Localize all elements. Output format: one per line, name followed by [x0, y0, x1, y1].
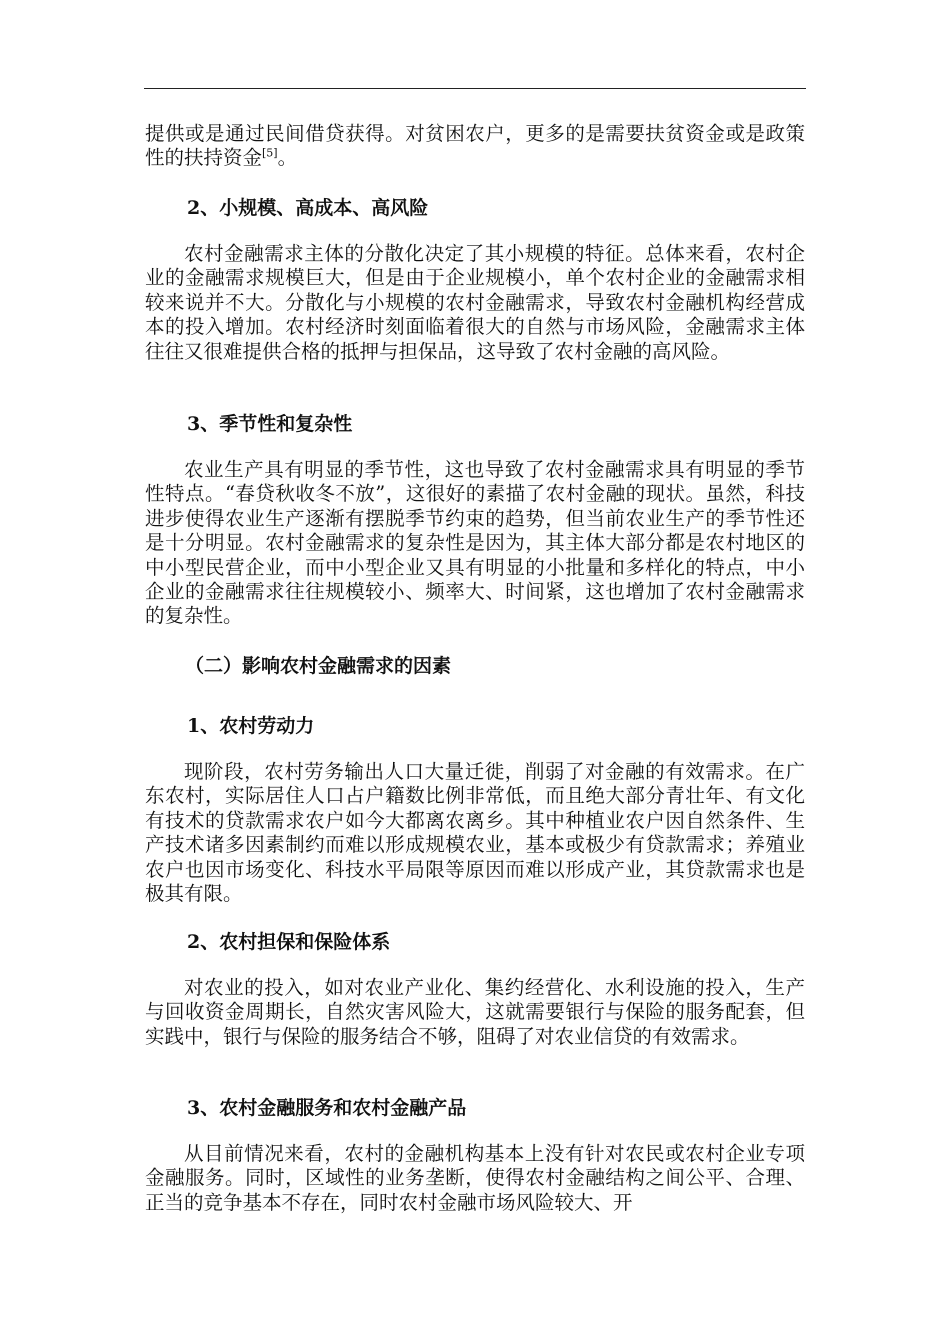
paragraph-end: 。: [277, 146, 298, 170]
header-rule: [144, 88, 806, 89]
section-heading-small-scale: 2、小规模、高成本、高风险: [187, 197, 429, 219]
paragraph-text: 提供或是通过民间借贷获得。对贫困农户，更多的是需要扶贫资金或是政策性的扶持资金: [145, 122, 805, 170]
paragraph-small-scale: 农村金融需求主体的分散化决定了其小规模的特征。总体来看，农村企业的金融需求规模巨大，但是由于企业规模小，单个农村企业的金融需求相较来说并不大。分散化与小规模的农村金融需求，导致农村金融机构经营成本的投入增加。农村经济时刻面临着很大的自然与市场风险，金融需求主体往往又很难提供合格的抵押与担保品，这导致了农村金融的高风险。: [145, 242, 805, 363]
paragraph-continued: [145, 122, 805, 171]
section-heading-guarantee: 2、农村担保和保险体系: [187, 931, 391, 953]
paragraph-seasonal: 农业生产具有明显的季节性，这也导致了农村金融需求具有明显的季节性特点。“春贷秋收冬不放”，这很好的素描了农村金融的现状。虽然，科技进步使得农业生产逐渐有摆脱季节约束的趋势，但当前农业生产的季节性还是十分明显。农村金融需求的复杂性是因为，其主体大部分都是农村地区的中小型民营企业，而中小型企业又具有明显的小批量和多样化的特点，中小企业的金融需求往往规模较小、频率大、时间紧，这也增加了农村金融需求的复杂性。: [145, 458, 805, 628]
paragraph-labor: 现阶段，农村劳务输出人口大量迁徙，削弱了对金融的有效需求。在广东农村，实际居住人口占户籍数比例非常低，而且绝大部分青壮年、有文化有技术的贷款需求农户如今大都离农离乡。其中种植业农户因自然条件、生产技术诸多因素制约而难以形成规模农业，基本或极少有贷款需求；养殖业农户也因市场变化、科技水平局限等原因而难以形成产业，其贷款需求也是极其有限。: [145, 760, 805, 906]
section-heading-services: 3、农村金融服务和农村金融产品: [187, 1097, 467, 1119]
section-heading-labor: 1、农村劳动力: [187, 715, 315, 737]
citation-ref: [5]: [262, 146, 278, 160]
paragraph-services: 从目前情况来看，农村的金融机构基本上没有针对农民或农村企业专项金融服务。同时，区域性的业务垄断，使得农村金融结构之间公平、合理、正当的竞争基本不存在，同时农村金融市场风险较大、开: [145, 1142, 805, 1214]
section-heading-seasonal: 3、季节性和复杂性: [187, 413, 353, 435]
paragraph-guarantee: 对农业的投入，如对农业产业化、集约经营化、水利设施的投入，生产与回收资金周期长，自然灾害风险大，这就需要银行与保险的服务配套，但实践中，银行与保险的服务结合不够，阻碍了对农业信贷的有效需求。: [145, 976, 805, 1048]
section-heading-factors: （二）影响农村金融需求的因素: [185, 655, 452, 677]
